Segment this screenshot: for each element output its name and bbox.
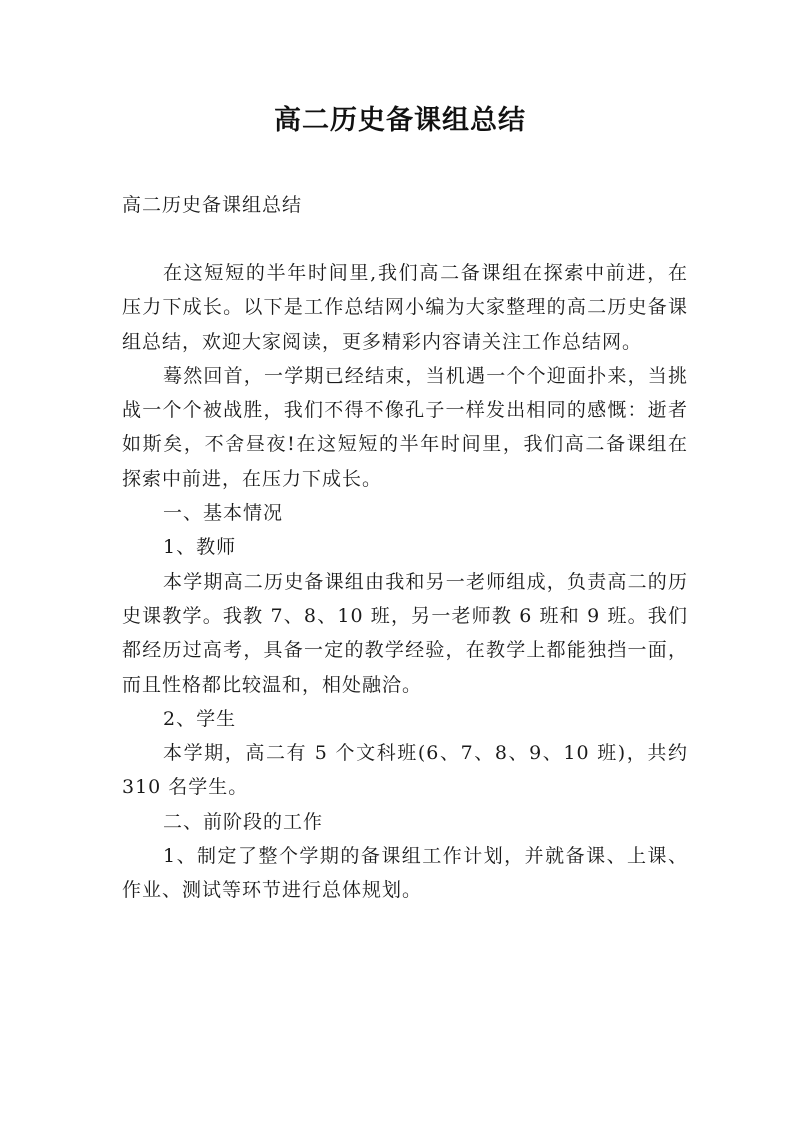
section-heading-basic-situation: 一、基本情况 — [163, 502, 284, 525]
document-body — [122, 256, 688, 908]
document-title: 高二历史备课组总结 — [274, 105, 526, 136]
paragraph-teachers: 本学期高二历史备课组由我和另一老师组成，负责高二的历史课教学。我教 7、8、10 班，另一老师教 6 班和 9 班。我们都经历过高考，具备一定的教学经验，在教学上都能独挡一面，而且性格都比较温和，相处融洽。 — [122, 570, 688, 696]
paragraph-work-plan: 1、制定了整个学期的备课组工作计划，并就备课、上课、作业、测试等环节进行总体规划。 — [122, 845, 688, 902]
section-heading-previous-work: 二、前阶段的工作 — [163, 810, 324, 833]
paragraph-reflection: 蓦然回首，一学期已经结束，当机遇一个个迎面扑来，当挑战一个个被战胜，我们不得不像孔子一样发出相同的感慨：逝者如斯矣，不舍昼夜!在这短短的半年时间里，我们高二备课组在探索中前进，在压力下成长。 — [122, 364, 688, 490]
document-subtitle: 高二历史备课组总结 — [122, 194, 303, 216]
subsection-heading-students: 2、学生 — [163, 707, 237, 730]
paragraph-students: 本学期，高二有 5 个文科班(6、7、8、9、10 班)，共约 310 名学生。 — [122, 742, 688, 799]
paragraph-intro: 在这短短的半年时间里,我们高二备课组在探索中前进，在压力下成长。以下是工作总结网小编为大家整理的高二历史备课组总结，欢迎大家阅读，更多精彩内容请关注工作总结网。 — [122, 262, 688, 353]
subsection-heading-teachers: 1、教师 — [163, 536, 237, 559]
